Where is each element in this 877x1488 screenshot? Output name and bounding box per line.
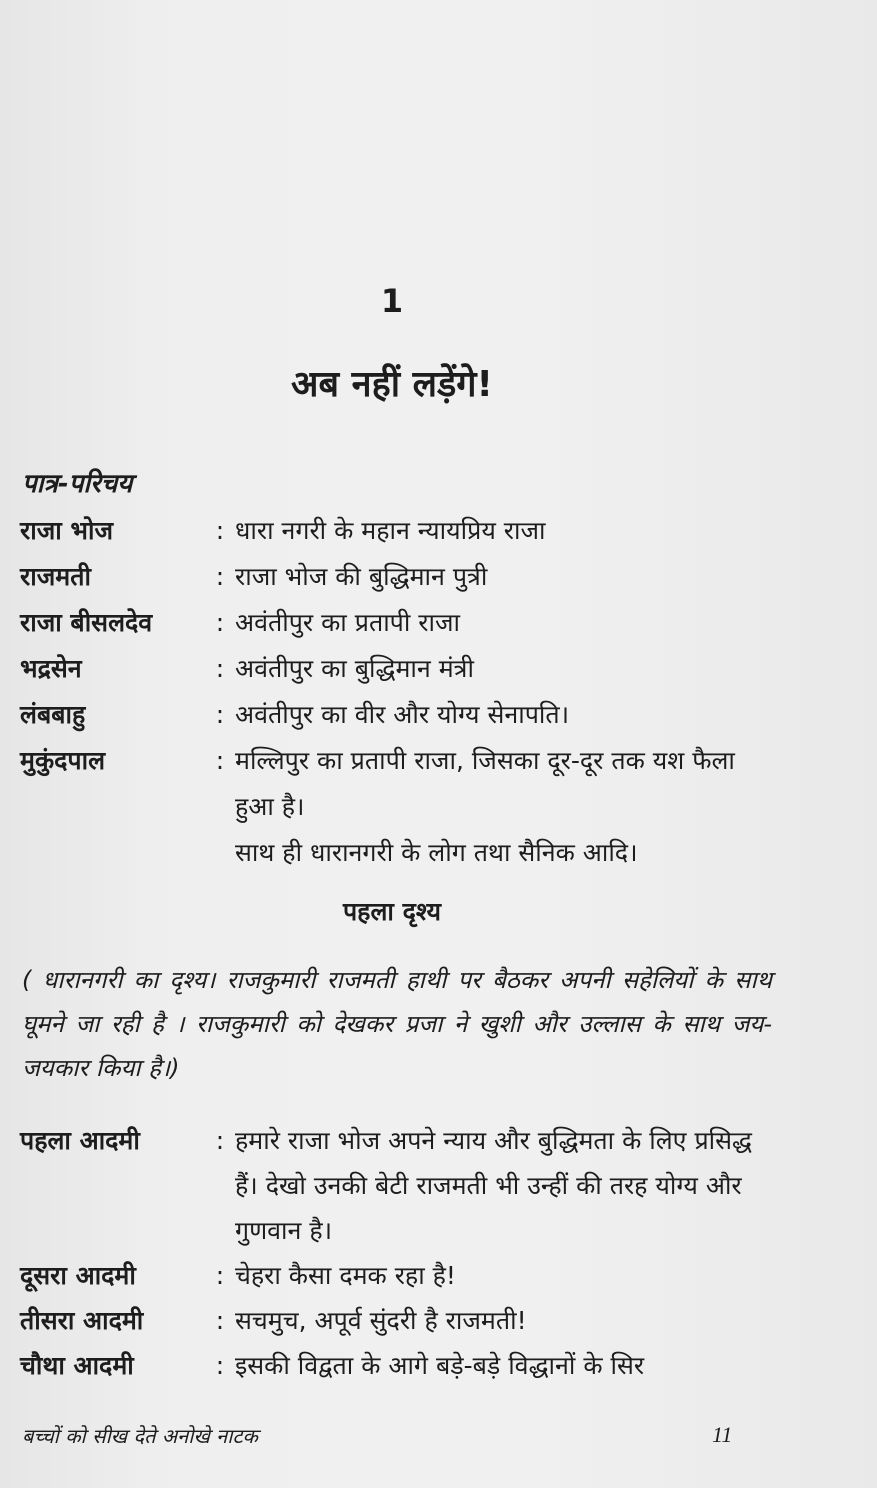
colon-separator: : <box>215 1351 225 1380</box>
cast-desc: अवंतीपुर का वीर और योग्य सेनापति। <box>235 700 570 729</box>
dialogue-row <box>20 1298 770 1343</box>
cast-row <box>20 508 780 554</box>
colon-separator: : <box>215 1306 225 1335</box>
dialogue-row <box>20 1118 770 1253</box>
scene-heading: पहला दृश्य <box>342 897 441 926</box>
speaker-name: तीसरा आदमी <box>20 1306 144 1335</box>
colon-separator: : <box>215 1126 225 1155</box>
cast-heading: पात्र-परिचय <box>22 469 133 499</box>
cast-note-row <box>20 830 780 876</box>
cast-note-spacer <box>20 830 205 876</box>
dialogue-line: चेहरा कैसा दमक रहा है! <box>235 1261 456 1290</box>
colon-separator: : <box>215 562 225 591</box>
speaker-name: दूसरा आदमी <box>20 1261 136 1290</box>
cast-desc: अवंतीपुर का प्रतापी राजा <box>235 608 461 637</box>
cast-row <box>20 554 780 600</box>
cast-row <box>20 600 780 646</box>
dialogue-line: सचमुच, अपूर्व सुंदरी है राजमती! <box>235 1306 527 1335</box>
cast-name: राजमती <box>20 562 91 591</box>
colon-separator: : <box>215 516 225 545</box>
cast-name: मुकुंदपाल <box>20 746 106 775</box>
cast-desc: मल्लिपुर का प्रतापी राजा, जिसका दूर-दूर तक यश फैला हुआ है। <box>235 746 735 821</box>
dialogue-list <box>20 1118 770 1388</box>
cast-row <box>20 646 780 692</box>
stage-direction: ( धारानगरी का दृश्य। राजकुमारी राजमती हाथी पर बैठकर अपनी सहेलियों के साथ घूमने जा रही है । राजकुमारी को देखकर प्रजा ने खुशी और उल्लास के साथ जय-जयकार किया है।) <box>22 966 772 1082</box>
cast-name: राजा भोज <box>20 516 114 545</box>
footer-book-title: बच्चों को सीख देते अनोखे नाटक <box>22 1424 258 1448</box>
cast-note-colon-spacer <box>205 830 235 876</box>
speaker-name: पहला आदमी <box>20 1126 140 1155</box>
speaker-name: चौथा आदमी <box>20 1351 134 1380</box>
cast-row <box>20 692 780 738</box>
cast-desc: अवंतीपुर का बुद्धिमान मंत्री <box>235 654 474 683</box>
cast-desc: राजा भोज की बुद्धिमान पुत्री <box>235 562 488 591</box>
dialogue-line: इसकी विद्वता के आगे बड़े-बड़े विद्धानों के सिर <box>235 1351 645 1380</box>
dialogue-row <box>20 1343 770 1388</box>
cast-desc: धारा नगरी के महान न्यायप्रिय राजा <box>235 516 546 545</box>
colon-separator: : <box>215 700 225 729</box>
chapter-number: 1 <box>380 282 404 320</box>
dialogue-line: हमारे राजा भोज अपने न्याय और बुद्धिमता के लिए प्रसिद्ध हैं। देखो उनकी बेटी राजमती भी उन्हीं की तरह योग्य और गुणवान है। <box>235 1126 753 1245</box>
cast-name: लंबबाहु <box>20 700 86 729</box>
colon-separator: : <box>215 608 225 637</box>
footer-page-number: 11 <box>712 1422 733 1447</box>
colon-separator: : <box>215 746 225 775</box>
colon-separator: : <box>215 654 225 683</box>
cast-name: भद्रसेन <box>20 654 82 683</box>
dialogue-row <box>20 1253 770 1298</box>
cast-list <box>20 508 780 876</box>
cast-name: राजा बीसलदेव <box>20 608 153 637</box>
cast-note: साथ ही धारानगरी के लोग तथा सैनिक आदि। <box>235 838 638 867</box>
chapter-title: अब नहीं लड़ेंगे! <box>291 364 493 405</box>
cast-row <box>20 738 780 830</box>
colon-separator: : <box>215 1261 225 1290</box>
